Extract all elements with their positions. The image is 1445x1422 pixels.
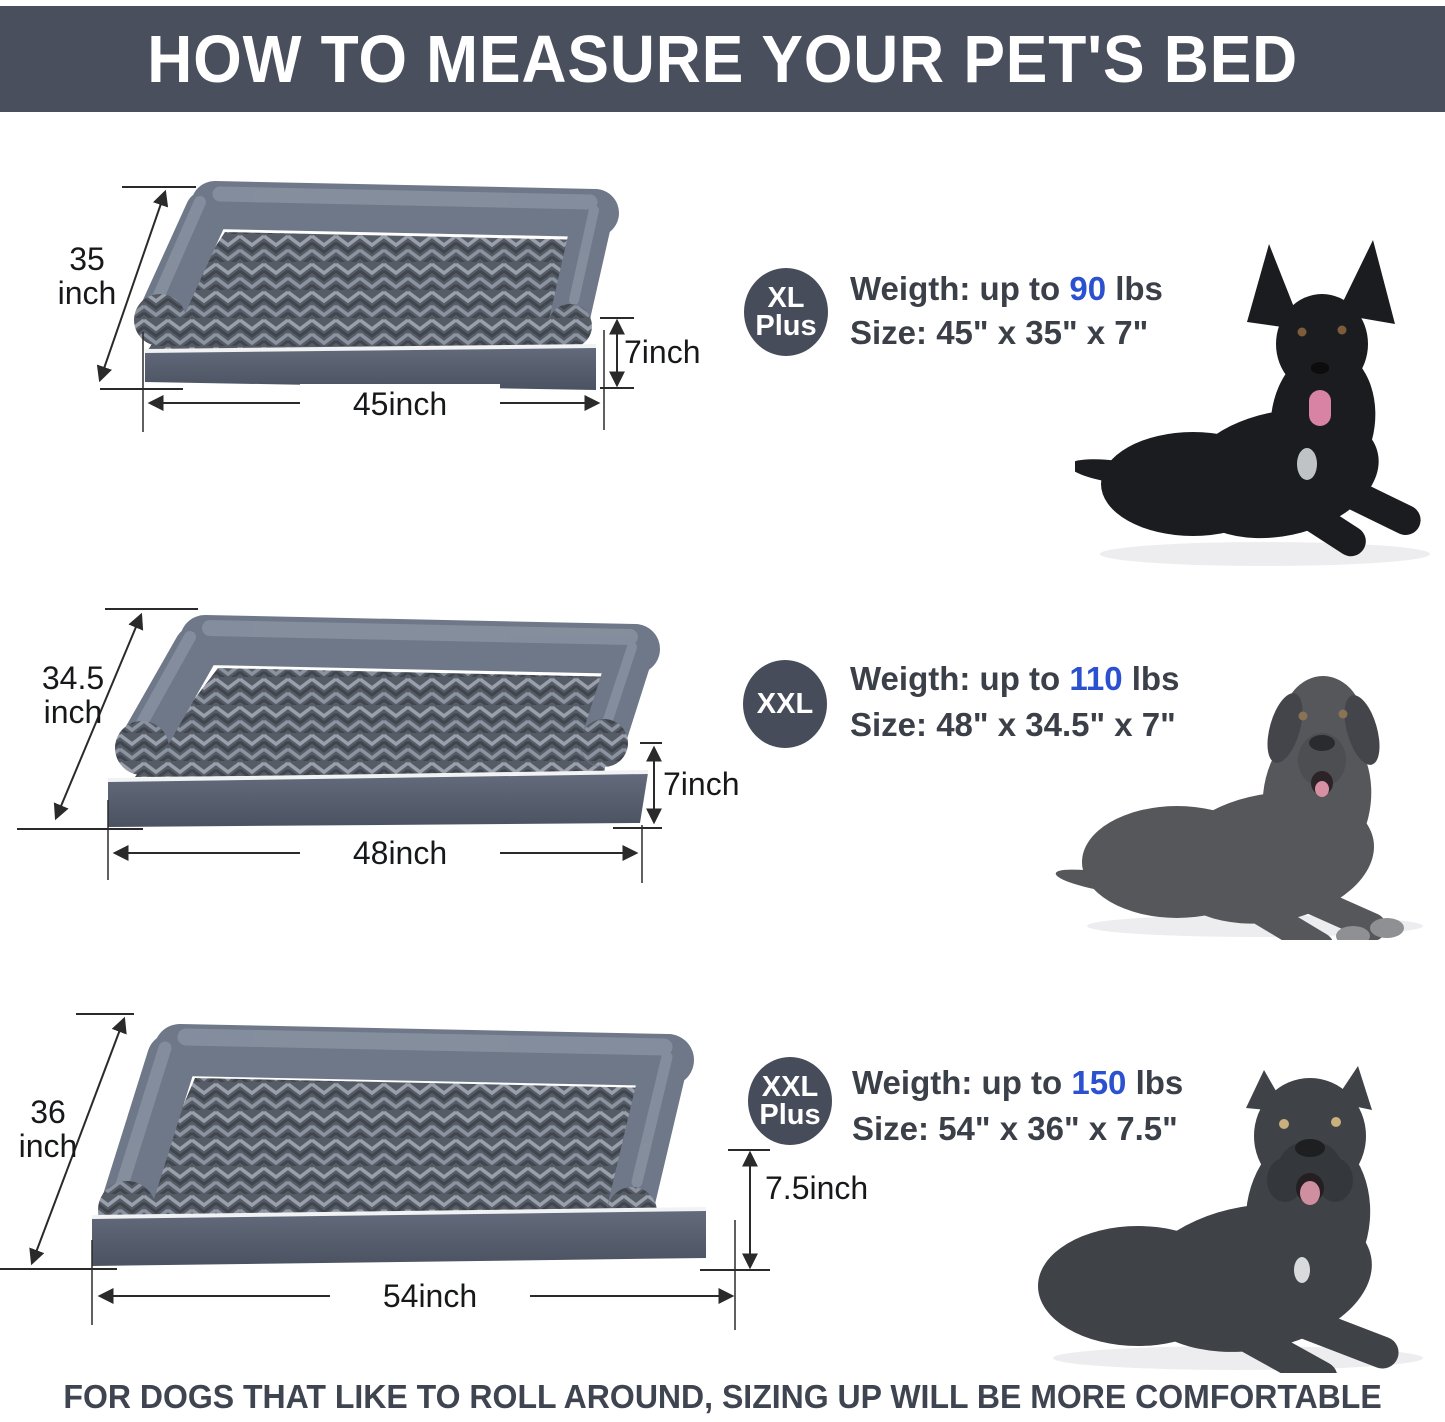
- dog-jowl: [1267, 1158, 1303, 1202]
- height-dimension-label: 7.5inch: [765, 1170, 869, 1206]
- width-dimension-label: 48inch: [300, 833, 500, 873]
- bed-base: [92, 1210, 706, 1266]
- dog-paw: [1370, 918, 1404, 938]
- depth-dimension-label: 36 inch: [18, 1094, 78, 1164]
- size-spec: Size: 48" x 34.5" x 7": [850, 706, 1176, 743]
- dog-eye: [1279, 1119, 1289, 1129]
- dog-jowl: [1317, 1158, 1353, 1202]
- bolster-fluff-end: [548, 304, 592, 348]
- size-spec: Size: 45" x 35" x 7": [850, 314, 1149, 351]
- width-dimension-label: 45inch: [300, 384, 500, 424]
- depth-dimension-label: 35 inch: [57, 241, 117, 311]
- size-badge-xxl: XXL: [743, 660, 827, 748]
- size-spec: Size: 54" x 36" x 7.5": [852, 1110, 1178, 1147]
- dog-eye: [1299, 712, 1308, 721]
- dog-eye: [1331, 1117, 1341, 1127]
- height-dimension-label: 7inch: [663, 766, 740, 802]
- bed-mat: [135, 1078, 656, 1218]
- weight-spec: Weigth: up to 150 lbs: [852, 1064, 1184, 1101]
- footer-bar: [0, 1378, 1445, 1416]
- bed-diagram-xl-plus: [0, 150, 740, 480]
- bed-base: [108, 773, 648, 827]
- dog-nose: [1311, 362, 1329, 374]
- dog-body: [1038, 1066, 1403, 1373]
- dog-eye: [1339, 710, 1348, 719]
- weight-spec: Weigth: up to 90 lbs: [850, 270, 1163, 307]
- footer-note: FOR DOGS THAT LIKE TO ROLL AROUND, SIZING UP WILL BE MORE COMFORTABLE: [63, 1378, 1382, 1415]
- page-title: HOW TO MEASURE YOUR PET'S BED: [147, 21, 1298, 97]
- bolster-fluff-end: [134, 294, 186, 346]
- bed-mat: [135, 668, 622, 777]
- weight-spec: Weigth: up to 110 lbs: [850, 660, 1180, 697]
- dog-photo-great-dane: [1055, 640, 1445, 940]
- dog-eye: [1298, 328, 1307, 337]
- size-badge-xl-plus: XL Plus: [744, 268, 828, 356]
- weight-value: 90: [1069, 270, 1107, 307]
- dog-chest-patch: [1297, 448, 1317, 480]
- dog-tongue: [1300, 1181, 1320, 1205]
- dog-tongue: [1315, 781, 1329, 797]
- dog-chest-patch: [1294, 1257, 1310, 1283]
- weight-value: 110: [1069, 660, 1123, 697]
- dog-eye: [1338, 326, 1347, 335]
- height-dimension-label: 7inch: [624, 334, 701, 370]
- dog-photo-german-shepherd: [1075, 222, 1445, 572]
- bed-mat: [148, 232, 590, 350]
- dog-nose: [1295, 1139, 1325, 1157]
- width-dimension-label: 54inch: [330, 1276, 530, 1316]
- dog-shadow: [1100, 542, 1430, 566]
- bolster-fluff-end: [580, 719, 628, 767]
- header-bar: [0, 6, 1445, 112]
- dog-nose: [1309, 735, 1335, 751]
- depth-dimension-label: 34.5 inch: [41, 660, 105, 730]
- dog-tongue: [1309, 390, 1331, 426]
- size-badge-xxl-plus: XXL Plus: [748, 1057, 832, 1145]
- dog-photo-cane-corso: [1018, 1028, 1445, 1373]
- dog-body: [1075, 240, 1426, 562]
- weight-value: 150: [1071, 1064, 1127, 1101]
